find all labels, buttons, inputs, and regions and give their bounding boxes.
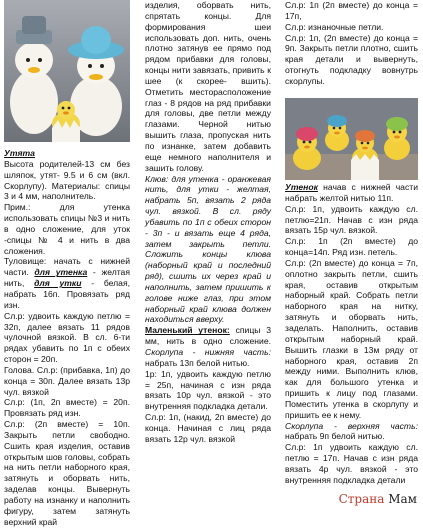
c3-paragraph-5: Сл.р: 1п, удвоить каждую сл. петлю=21п. Начав с изн ряда вязать 15р чул. вязкой.	[285, 203, 418, 236]
watermark-text-a: Страна	[338, 492, 389, 506]
c3-paragraph-6: Сл.р: 1п (2п вместе) до конца=14п. Ряд изн. петель.	[285, 236, 418, 258]
body-text-a: Туловище: начать с нижней части.	[4, 256, 130, 278]
c3-paragraph-8	[285, 421, 418, 443]
ducklings-photo	[285, 98, 418, 180]
section-title: Утята	[4, 148, 35, 158]
c2-p3-text: спицы 3 мм, нить в одно сложение.	[145, 325, 271, 347]
c3-p4-text: начав с нижней части набрать желтой нитью 11п.	[285, 182, 418, 203]
c3-paragraph-9: Сл.р: 1п удвоить каждую сл. петлю = 17п. Начав с изн ряда вязать 4р чул. вязкой - это внутренняя подкладка детали	[285, 442, 418, 485]
c3-paragraph-3: Сл.р: 1п, (2п вместе) до конца = 9п. Закрыть петли плотно, сшить края детали и вывернуть, отогнуть подкладку вовнутрь скорлупы.	[285, 32, 418, 86]
c3-p8-text: набрать 9п белой нитью.	[285, 431, 385, 442]
c2-p3-tail: набрать 13п белой нитью.	[145, 357, 250, 368]
c2-paragraph-4: 1р: 1п, удвоить каждую петлю = 25п, начиная с изн ряда вязать 10р чул. вязкой - это внутренняя подкладка детали.	[145, 368, 271, 412]
body-text-d: для утки	[34, 278, 82, 289]
c3-paragraph-4	[285, 182, 418, 204]
ducks-photo	[4, 0, 130, 142]
body-text-e: - белая, набрать 16п. Провязать ряд изн.	[4, 278, 130, 310]
c2-paragraph-1: изделия, оборвать нить, спрятать концы. Для формирования шеи использовать доп. нить, очень плотно затянув ее прямо под рядом прибавки для головы, концы нити завязать, привить к шее (к скорее- вшить). Отметить месторасположение глаз - 8 рядов на ряд прибавки для головы, две петли между глазами. Черной нитью вышить глаза, пропуская нить по изнанке, затем добавить еще немного наполнителя и зашить голову.	[145, 0, 271, 173]
body-text	[4, 256, 130, 310]
c2-subtitle: Маленький утенок:	[145, 325, 230, 336]
c2-paragraph-2: Клюв: для утенка - оранжевая нить, для утки - желтая, набрать 5п, вязать 2 ряда чул. вязкой. В сл. ряду убавить по 1п с обеих сторон - 3п - и вязать еще 4 ряда, затем закрыть петли. Сложить концы клюва (наборный край и последний ряд), сшить их через край и наполнить, затем пришить к голове ниже глаз, при этом наборный край клюва должен находиться вверху.	[145, 173, 271, 325]
intro-text: Высота родителей-13 см без шляпок, утят- 9.5 и 6 см (вкл. Скорлупу). Материалы: спицы 3 и 4 мм, наполнитель.	[4, 158, 130, 202]
c3-paragraph-7: Сл.р: (2п вместе) до конца = 7п, оплотно закрыть петли, сшить края, оставив открытым наборный край. Собрать петли наборного края на нитку, затянуть и оборвать нить, заделать. Наполнить, оставив открытым наборный край. Вышить глазки в 13м ряду от наборного края, оставив 2п между ними. Выполнить клюв, как для большого утенка и пришить к лицу под глазами. Поместить утенка в скорлупу и пришить ее к нему.	[285, 257, 418, 420]
body-text-b: для утенка	[34, 267, 88, 278]
column-1	[4, 148, 130, 528]
c3-p8-title: Скорлупа - верхняя часть:	[285, 420, 418, 431]
c2-paragraph-3	[145, 325, 271, 368]
row-2: Голова. Сл.р: (прибавка, 1п) до конца = 30п. Далее вязать 13р чул. вязкой	[4, 364, 130, 397]
row-3: Сл.р: (1п, 2п вместе) = 20п. Провязать ряд изн.	[4, 397, 130, 419]
c2-paragraph-5: Сл.р: 1п, (накид, 2п вместе) до конца. Начиная с лиц ряда вязать 12р чул. вязкой	[145, 412, 271, 444]
note-text: Прим.: для утенка использовать спицы №3 и нить в одно сложение, для уток -спицы № 4 и нить в два сложения.	[4, 202, 130, 256]
c3-subtitle: Утенок	[285, 182, 318, 192]
c3-paragraph-1: Сл.р: 1п (2п вместе) до конца = 17п,	[285, 0, 418, 21]
body-text-c: - желтая нить,	[4, 267, 130, 289]
c3-paragraph-2: Сл.р: изнаночные петли.	[285, 21, 384, 32]
watermark-logo	[339, 492, 417, 506]
column-3-top	[285, 0, 418, 87]
row-1: Сл.р: удвоить каждую петлю = 32п, далее вязать 11 рядов чулочной вязкой. В сл. 6-ти рядах убавить по 1п с обеих сторон = 20п.	[4, 310, 130, 365]
watermark-text-b: Мам	[388, 492, 417, 506]
c2-p3-shell: Скорлупа - нижняя часть:	[145, 347, 271, 357]
column-2	[145, 0, 271, 445]
row-4: Сл.р: (2п вместе) = 10п. Закрыть петли свободно. Сшить края изделия, оставив открытым шов головы, собрать на нить петли наборного края, затянуть и оборвать нить, заделав концы. Вывернуть работу на изнанку и наполнить фигуру, затем затянуть верхний край	[4, 419, 130, 527]
column-3-bottom	[285, 182, 418, 486]
